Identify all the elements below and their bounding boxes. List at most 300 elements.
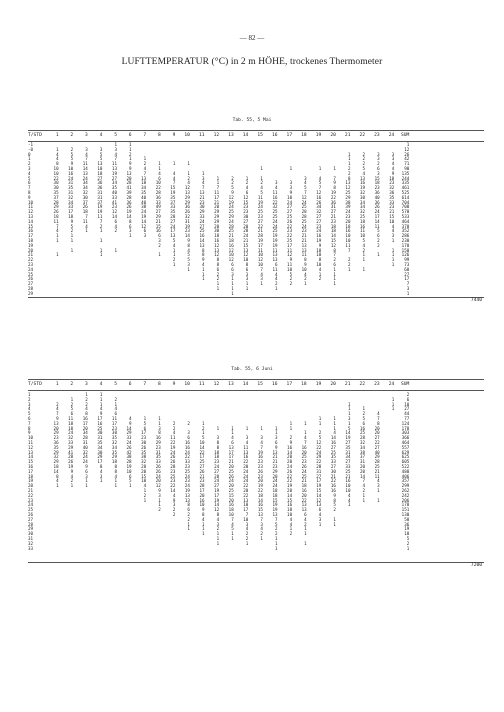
value-cell: 12 bbox=[141, 223, 147, 229]
row-label-cell: 25 bbox=[28, 271, 34, 277]
value-cell: 1 bbox=[129, 142, 132, 147]
value-cell bbox=[132, 547, 147, 552]
value-cell: 29 bbox=[214, 213, 220, 219]
value-cell: 4 bbox=[114, 151, 117, 157]
value-cell: 9 bbox=[202, 507, 205, 513]
value-cell: 11 bbox=[97, 213, 103, 219]
value-cell: 18 bbox=[111, 459, 117, 465]
value-cell: 6 bbox=[231, 439, 234, 445]
value-cell: 23 bbox=[257, 473, 263, 479]
value-cell: 3 bbox=[202, 175, 205, 181]
value-cell: 3 bbox=[85, 133, 88, 138]
value-cell: 18 bbox=[272, 487, 278, 493]
value-cell: 9 bbox=[56, 415, 59, 421]
value-cell: 6 bbox=[114, 411, 117, 417]
value-cell: 10 bbox=[287, 194, 293, 200]
value-cell: 27 bbox=[316, 213, 322, 219]
value-cell: 2 bbox=[158, 507, 161, 513]
value-cell: 1 bbox=[172, 247, 176, 253]
value-cell: 23 bbox=[141, 435, 147, 441]
value-cell: 5 bbox=[70, 223, 74, 229]
value-cell: 1 bbox=[70, 247, 74, 253]
value-cell: 11 bbox=[243, 444, 249, 450]
value-cell: 29 bbox=[184, 199, 190, 205]
value-cell: 16 bbox=[68, 170, 74, 176]
sum-cell: 151 bbox=[401, 507, 410, 513]
value-cell: 16 bbox=[257, 502, 263, 508]
value-cell: 1 bbox=[377, 497, 380, 503]
table-total-juni: 7200 bbox=[470, 563, 482, 568]
table-body-mai bbox=[28, 143, 409, 297]
value-cell: 4 bbox=[304, 435, 307, 441]
value-cell: 22 bbox=[359, 133, 366, 138]
value-cell: 10 bbox=[126, 468, 132, 474]
value-cell: 29 bbox=[97, 454, 103, 460]
value-cell: 28 bbox=[360, 435, 366, 441]
sum-cell: 700 bbox=[401, 204, 410, 210]
value-cell: 33 bbox=[345, 463, 351, 469]
value-cell: 28 bbox=[316, 463, 322, 469]
value-cell: 20 bbox=[360, 463, 366, 469]
value-cell: 29 bbox=[53, 459, 59, 465]
value-cell: 22 bbox=[272, 199, 278, 205]
value-cell: 35 bbox=[111, 435, 117, 441]
value-cell: 8 bbox=[187, 242, 190, 248]
value-cell: 30 bbox=[53, 180, 59, 186]
value-cell: 34 bbox=[82, 430, 88, 436]
value-cell: 1 bbox=[187, 170, 190, 176]
value-cell: 28 bbox=[68, 454, 74, 460]
value-cell: 3 bbox=[391, 156, 395, 162]
value-cell: 40 bbox=[374, 194, 380, 200]
value-cell: 24 bbox=[287, 463, 293, 469]
value-cell: 19 bbox=[272, 233, 278, 239]
value-cell: 17 bbox=[257, 242, 263, 248]
value-cell: 27 bbox=[257, 218, 263, 224]
sum-cell: 60 bbox=[404, 266, 410, 272]
value-cell: 13 bbox=[184, 497, 190, 503]
value-cell: 37 bbox=[170, 199, 176, 205]
row-label-cell: 10 bbox=[28, 199, 34, 205]
value-cell: 6 bbox=[274, 439, 278, 445]
row-label-cell: 3 bbox=[28, 401, 31, 407]
value-cell: 3 bbox=[231, 271, 234, 277]
value-cell: 8 bbox=[333, 247, 336, 253]
value-cell: 24 bbox=[82, 459, 88, 465]
value-cell: 5 bbox=[333, 502, 336, 508]
value-cell: 16 bbox=[301, 487, 307, 493]
value-cell: 30 bbox=[214, 228, 220, 234]
value-cell: 14 bbox=[199, 237, 205, 243]
value-cell: 18 bbox=[228, 507, 234, 513]
value-cell: 6 bbox=[70, 411, 74, 417]
value-cell: 4 bbox=[231, 435, 234, 441]
sum-cell: 135 bbox=[401, 170, 410, 176]
value-cell: 2 bbox=[260, 180, 263, 186]
value-cell: 18 bbox=[214, 449, 220, 455]
sum-cell: 370 bbox=[401, 223, 410, 229]
value-cell: 26 bbox=[287, 468, 293, 474]
value-cell: 10 bbox=[199, 502, 205, 508]
value-cell: 2 bbox=[362, 151, 366, 157]
value-cell: 11 bbox=[198, 133, 205, 138]
value-cell: 16 bbox=[271, 133, 278, 138]
value-cell: 13 bbox=[97, 161, 103, 167]
value-cell: 2 bbox=[231, 180, 234, 186]
value-cell: 1 bbox=[143, 487, 147, 493]
value-cell: 3 bbox=[158, 492, 161, 498]
row-label-cell: 10 bbox=[28, 435, 34, 441]
value-cell: 1 bbox=[70, 396, 74, 402]
value-cell: 13 bbox=[272, 257, 278, 263]
value-cell: 9 bbox=[129, 420, 132, 426]
sum-cell: 2 bbox=[406, 540, 410, 546]
value-cell: 22 bbox=[374, 439, 380, 445]
value-cell: 32 bbox=[82, 189, 88, 195]
value-cell: 25 bbox=[374, 463, 380, 469]
value-cell: 13 bbox=[272, 449, 278, 455]
value-cell: 21 bbox=[301, 478, 307, 484]
sum-cell: 178 bbox=[401, 425, 410, 431]
value-cell: 31 bbox=[184, 218, 190, 224]
value-cell bbox=[44, 547, 59, 552]
value-cell: 1 bbox=[347, 401, 351, 407]
value-cell: 24 bbox=[82, 175, 88, 181]
row-label-cell: 25 bbox=[28, 507, 34, 513]
value-cell: 1 bbox=[333, 281, 336, 287]
value-cell: 4 bbox=[289, 516, 293, 522]
sum-cell: 10 bbox=[404, 531, 410, 537]
value-cell: 9 bbox=[99, 411, 103, 417]
value-cell: 2 bbox=[158, 242, 161, 248]
value-cell: 4 bbox=[333, 430, 336, 436]
value-cell: 4 bbox=[245, 439, 249, 445]
value-cell: 4 bbox=[202, 261, 205, 267]
value-cell: 2 bbox=[56, 401, 59, 407]
value-cell: 24 bbox=[155, 473, 161, 479]
value-cell: 25 bbox=[287, 237, 293, 243]
value-cell: 13 bbox=[243, 247, 249, 253]
value-cell: 4 bbox=[85, 406, 88, 412]
value-cell: 29 bbox=[184, 194, 190, 200]
value-cell: 4 bbox=[56, 228, 59, 234]
value-cell: 4 bbox=[172, 430, 176, 436]
value-cell: 4 bbox=[85, 151, 88, 157]
value-cell: 13 bbox=[316, 502, 322, 508]
sum-cell: 44 bbox=[404, 411, 410, 417]
value-cell: 20 bbox=[330, 382, 336, 387]
value-cell: 12 bbox=[214, 507, 220, 513]
value-cell: 18 bbox=[97, 170, 103, 176]
value-cell: 29 bbox=[228, 213, 234, 219]
row-label-cell: 19 bbox=[28, 242, 34, 248]
value-cell: 1 bbox=[129, 156, 132, 162]
value-cell: 8 bbox=[114, 468, 117, 474]
value-cell: 24 bbox=[257, 204, 263, 210]
value-cell: 13 bbox=[82, 170, 88, 176]
value-cell: 14 bbox=[242, 382, 249, 387]
value-cell: 6 bbox=[158, 175, 161, 181]
value-cell: 1 bbox=[304, 430, 307, 436]
value-cell: 10 bbox=[53, 170, 59, 176]
value-cell: 32 bbox=[389, 185, 395, 191]
value-cell: 28 bbox=[243, 228, 249, 234]
value-cell: 34 bbox=[360, 444, 366, 450]
value-cell: 1 bbox=[362, 252, 366, 258]
value-cell: 1 bbox=[216, 425, 220, 431]
sum-cell: 464 bbox=[401, 439, 410, 445]
value-cell: 4 bbox=[304, 180, 307, 186]
value-cell: 23 bbox=[155, 444, 161, 450]
value-cell: 4 bbox=[129, 415, 132, 421]
value-cell: 6 bbox=[187, 435, 190, 441]
value-cell: 10 bbox=[68, 165, 74, 171]
value-cell: 5 bbox=[99, 156, 103, 162]
row-label-cell: 23 bbox=[28, 497, 34, 503]
sum-cell: 406 bbox=[401, 473, 410, 479]
row-label-cell: -0 bbox=[28, 146, 34, 152]
value-cell: 1 bbox=[158, 502, 161, 508]
value-cell: 12 bbox=[316, 189, 322, 195]
value-cell: 17 bbox=[199, 454, 205, 460]
value-cell: 33 bbox=[155, 199, 161, 205]
table-caption-juni: Tab. 55, 6 Juni bbox=[231, 367, 273, 372]
value-cell: 12 bbox=[155, 483, 161, 489]
sum-cell: 99 bbox=[404, 257, 410, 263]
value-cell: 9 bbox=[129, 165, 132, 171]
value-cell: 10 bbox=[360, 233, 366, 239]
value-cell: 28 bbox=[53, 199, 59, 205]
value-cell: 10 bbox=[243, 502, 249, 508]
value-cell: 5 bbox=[318, 180, 322, 186]
value-cell: 19 bbox=[170, 444, 176, 450]
value-cell: 36 bbox=[126, 199, 132, 205]
row-label-cell: 13 bbox=[28, 449, 34, 455]
value-cell: 29 bbox=[53, 430, 59, 436]
value-cell: 16 bbox=[360, 180, 366, 186]
value-cell: 2 bbox=[187, 511, 190, 517]
value-cell: 2 bbox=[318, 430, 322, 436]
value-cell bbox=[248, 292, 263, 297]
value-cell: 31 bbox=[155, 449, 161, 455]
value-cell: 25 bbox=[199, 459, 205, 465]
value-cell: 2 bbox=[85, 401, 88, 407]
sum-cell: 27 bbox=[404, 406, 410, 412]
value-cell: 27 bbox=[214, 468, 220, 474]
value-cell: 28 bbox=[126, 194, 132, 200]
sum-cell: 1 bbox=[406, 290, 410, 296]
value-cell: 33 bbox=[330, 459, 336, 465]
value-cell: 2 bbox=[70, 401, 74, 407]
value-cell: 1 bbox=[260, 281, 263, 287]
value-cell: 23 bbox=[389, 180, 395, 186]
value-cell: 2 bbox=[70, 228, 74, 234]
value-cell: 29 bbox=[126, 430, 132, 436]
value-cell: 22 bbox=[301, 497, 307, 503]
value-cell: 3 bbox=[391, 233, 395, 239]
value-cell: 24 bbox=[184, 449, 190, 455]
row-label-cell: 17 bbox=[28, 233, 34, 239]
value-cell: 8 bbox=[129, 218, 132, 224]
value-cell bbox=[59, 292, 74, 297]
value-cell: 3 bbox=[377, 483, 380, 489]
value-cell: 23 bbox=[199, 199, 205, 205]
value-cell: 5 bbox=[231, 526, 234, 532]
row-label-cell: 1 bbox=[28, 156, 31, 162]
row-label-cell: 14 bbox=[28, 454, 34, 460]
value-cell: 1 bbox=[143, 415, 147, 421]
value-cell: 1 bbox=[231, 290, 234, 296]
value-cell: 16 bbox=[316, 194, 322, 200]
value-cell: 19 bbox=[272, 502, 278, 508]
value-cell: 2 bbox=[70, 382, 74, 387]
value-cell: 21 bbox=[199, 194, 205, 200]
value-cell: 4 bbox=[377, 411, 380, 417]
value-cell: 2 bbox=[172, 511, 176, 517]
value-cell: 27 bbox=[199, 463, 205, 469]
value-cell: 18 bbox=[301, 382, 307, 387]
value-cell: 9 bbox=[70, 218, 74, 224]
value-cell: 1 bbox=[304, 540, 307, 546]
value-cell: 20 bbox=[228, 497, 234, 503]
value-cell: 25 bbox=[228, 487, 234, 493]
value-cell: 8 bbox=[216, 511, 220, 517]
value-cell: 16 bbox=[97, 420, 103, 426]
sum-cell: 71 bbox=[404, 161, 410, 167]
value-cell: 18 bbox=[68, 425, 74, 431]
value-cell: 1 bbox=[143, 497, 147, 503]
value-cell: 18 bbox=[330, 228, 336, 234]
row-label-cell: 27 bbox=[28, 516, 34, 522]
sum-cell: 605 bbox=[401, 459, 410, 465]
value-cell: 27 bbox=[316, 218, 322, 224]
value-cell: 9 bbox=[70, 468, 74, 474]
value-cell: 30 bbox=[111, 430, 117, 436]
value-cell: 27 bbox=[345, 439, 351, 445]
sum-cell: 6 bbox=[406, 396, 410, 402]
value-cell: 31 bbox=[97, 189, 103, 195]
value-cell: 7 bbox=[333, 252, 336, 258]
value-cell: 11 bbox=[374, 223, 380, 229]
value-cell: 7 bbox=[245, 511, 249, 517]
value-cell: 27 bbox=[170, 218, 176, 224]
value-cell: 21 bbox=[214, 199, 220, 205]
value-cell: 5 bbox=[187, 257, 190, 263]
value-cell: 20 bbox=[287, 459, 293, 465]
value-cell bbox=[73, 292, 88, 297]
sum-cell: 625 bbox=[401, 454, 410, 460]
value-cell: 19 bbox=[257, 237, 263, 243]
value-cell: 21 bbox=[199, 473, 205, 479]
value-cell: 16 bbox=[345, 228, 351, 234]
value-cell: 9 bbox=[333, 180, 336, 186]
value-cell: 8 bbox=[56, 161, 59, 167]
value-cell: 14 bbox=[214, 502, 220, 508]
value-cell: 1 bbox=[362, 406, 366, 412]
value-cell: 15 bbox=[389, 213, 395, 219]
value-cell: 3 bbox=[245, 521, 249, 527]
sum-cell: 366 bbox=[401, 435, 410, 441]
value-cell: 13 bbox=[301, 507, 307, 513]
value-cell: 35 bbox=[330, 454, 336, 460]
value-cell: 2 bbox=[85, 396, 88, 402]
value-cell: 1 bbox=[260, 165, 263, 171]
value-cell: 1 bbox=[56, 252, 59, 258]
value-cell: 15 bbox=[141, 473, 147, 479]
value-cell: 16 bbox=[214, 237, 220, 243]
value-cell: 6 bbox=[245, 266, 249, 272]
value-cell: 30 bbox=[82, 194, 88, 200]
table-row bbox=[28, 547, 409, 552]
value-cell: 1 bbox=[245, 175, 249, 181]
sum-cell: 357 bbox=[401, 478, 410, 484]
value-cell: 2 bbox=[172, 425, 176, 431]
row-label-cell: 2 bbox=[28, 161, 31, 167]
value-cell: 13 bbox=[228, 382, 234, 387]
value-cell: 2 bbox=[245, 180, 249, 186]
value-cell: 2 bbox=[289, 531, 293, 537]
value-cell: 36 bbox=[53, 439, 59, 445]
value-cell: 1 bbox=[289, 526, 293, 532]
value-cell: 35 bbox=[68, 185, 74, 191]
value-cell: 34 bbox=[316, 204, 322, 210]
value-cell: 3 bbox=[377, 156, 380, 162]
value-cell: 27 bbox=[243, 218, 249, 224]
value-cell: 16 bbox=[272, 194, 278, 200]
value-cell: 24 bbox=[388, 133, 395, 138]
value-cell: 5 bbox=[377, 228, 380, 234]
value-cell: 12 bbox=[287, 252, 293, 258]
row-label-cell: 5 bbox=[28, 411, 31, 417]
row-label-cell: 18 bbox=[28, 237, 34, 243]
value-cell: 1 bbox=[391, 257, 395, 263]
value-cell: 8 bbox=[333, 497, 336, 503]
value-cell: 22 bbox=[359, 382, 366, 387]
value-cell: 11 bbox=[111, 415, 117, 421]
value-cell: 32 bbox=[68, 435, 74, 441]
value-cell: 24 bbox=[228, 204, 234, 210]
value-cell: 1 bbox=[377, 252, 380, 258]
value-cell: 2 bbox=[333, 257, 336, 263]
value-cell bbox=[380, 292, 395, 297]
value-cell: 40 bbox=[374, 449, 380, 455]
value-cell: 18 bbox=[68, 213, 74, 219]
value-cell: 11 bbox=[301, 252, 307, 258]
value-cell: 1 bbox=[158, 420, 161, 426]
value-cell: 14 bbox=[360, 473, 366, 479]
value-cell: 30 bbox=[97, 430, 103, 436]
value-cell: 2 bbox=[260, 531, 263, 537]
value-cell bbox=[234, 547, 249, 552]
value-cell: 17 bbox=[82, 420, 88, 426]
page-title: LUFTTEMPERATUR (°C) in 2 m HÖHE, trockenes Thermometer bbox=[121, 57, 383, 67]
value-cell: 38 bbox=[360, 449, 366, 455]
value-cell: 4 bbox=[172, 175, 176, 181]
value-cell: 1 bbox=[391, 237, 395, 243]
value-cell: 15 bbox=[316, 487, 322, 493]
value-cell: 3 bbox=[377, 170, 380, 176]
value-cell: 3 bbox=[172, 502, 176, 508]
value-cell: 8 bbox=[216, 444, 220, 450]
value-cell: 42 bbox=[126, 449, 132, 455]
value-cell: 1 bbox=[231, 276, 234, 282]
value-cell: 2 bbox=[245, 535, 249, 541]
value-cell: 34 bbox=[68, 199, 74, 205]
value-cell: 11 bbox=[214, 189, 220, 195]
value-cell: 10 bbox=[53, 165, 59, 171]
value-cell: 19 bbox=[184, 223, 190, 229]
value-cell: 36 bbox=[330, 199, 336, 205]
